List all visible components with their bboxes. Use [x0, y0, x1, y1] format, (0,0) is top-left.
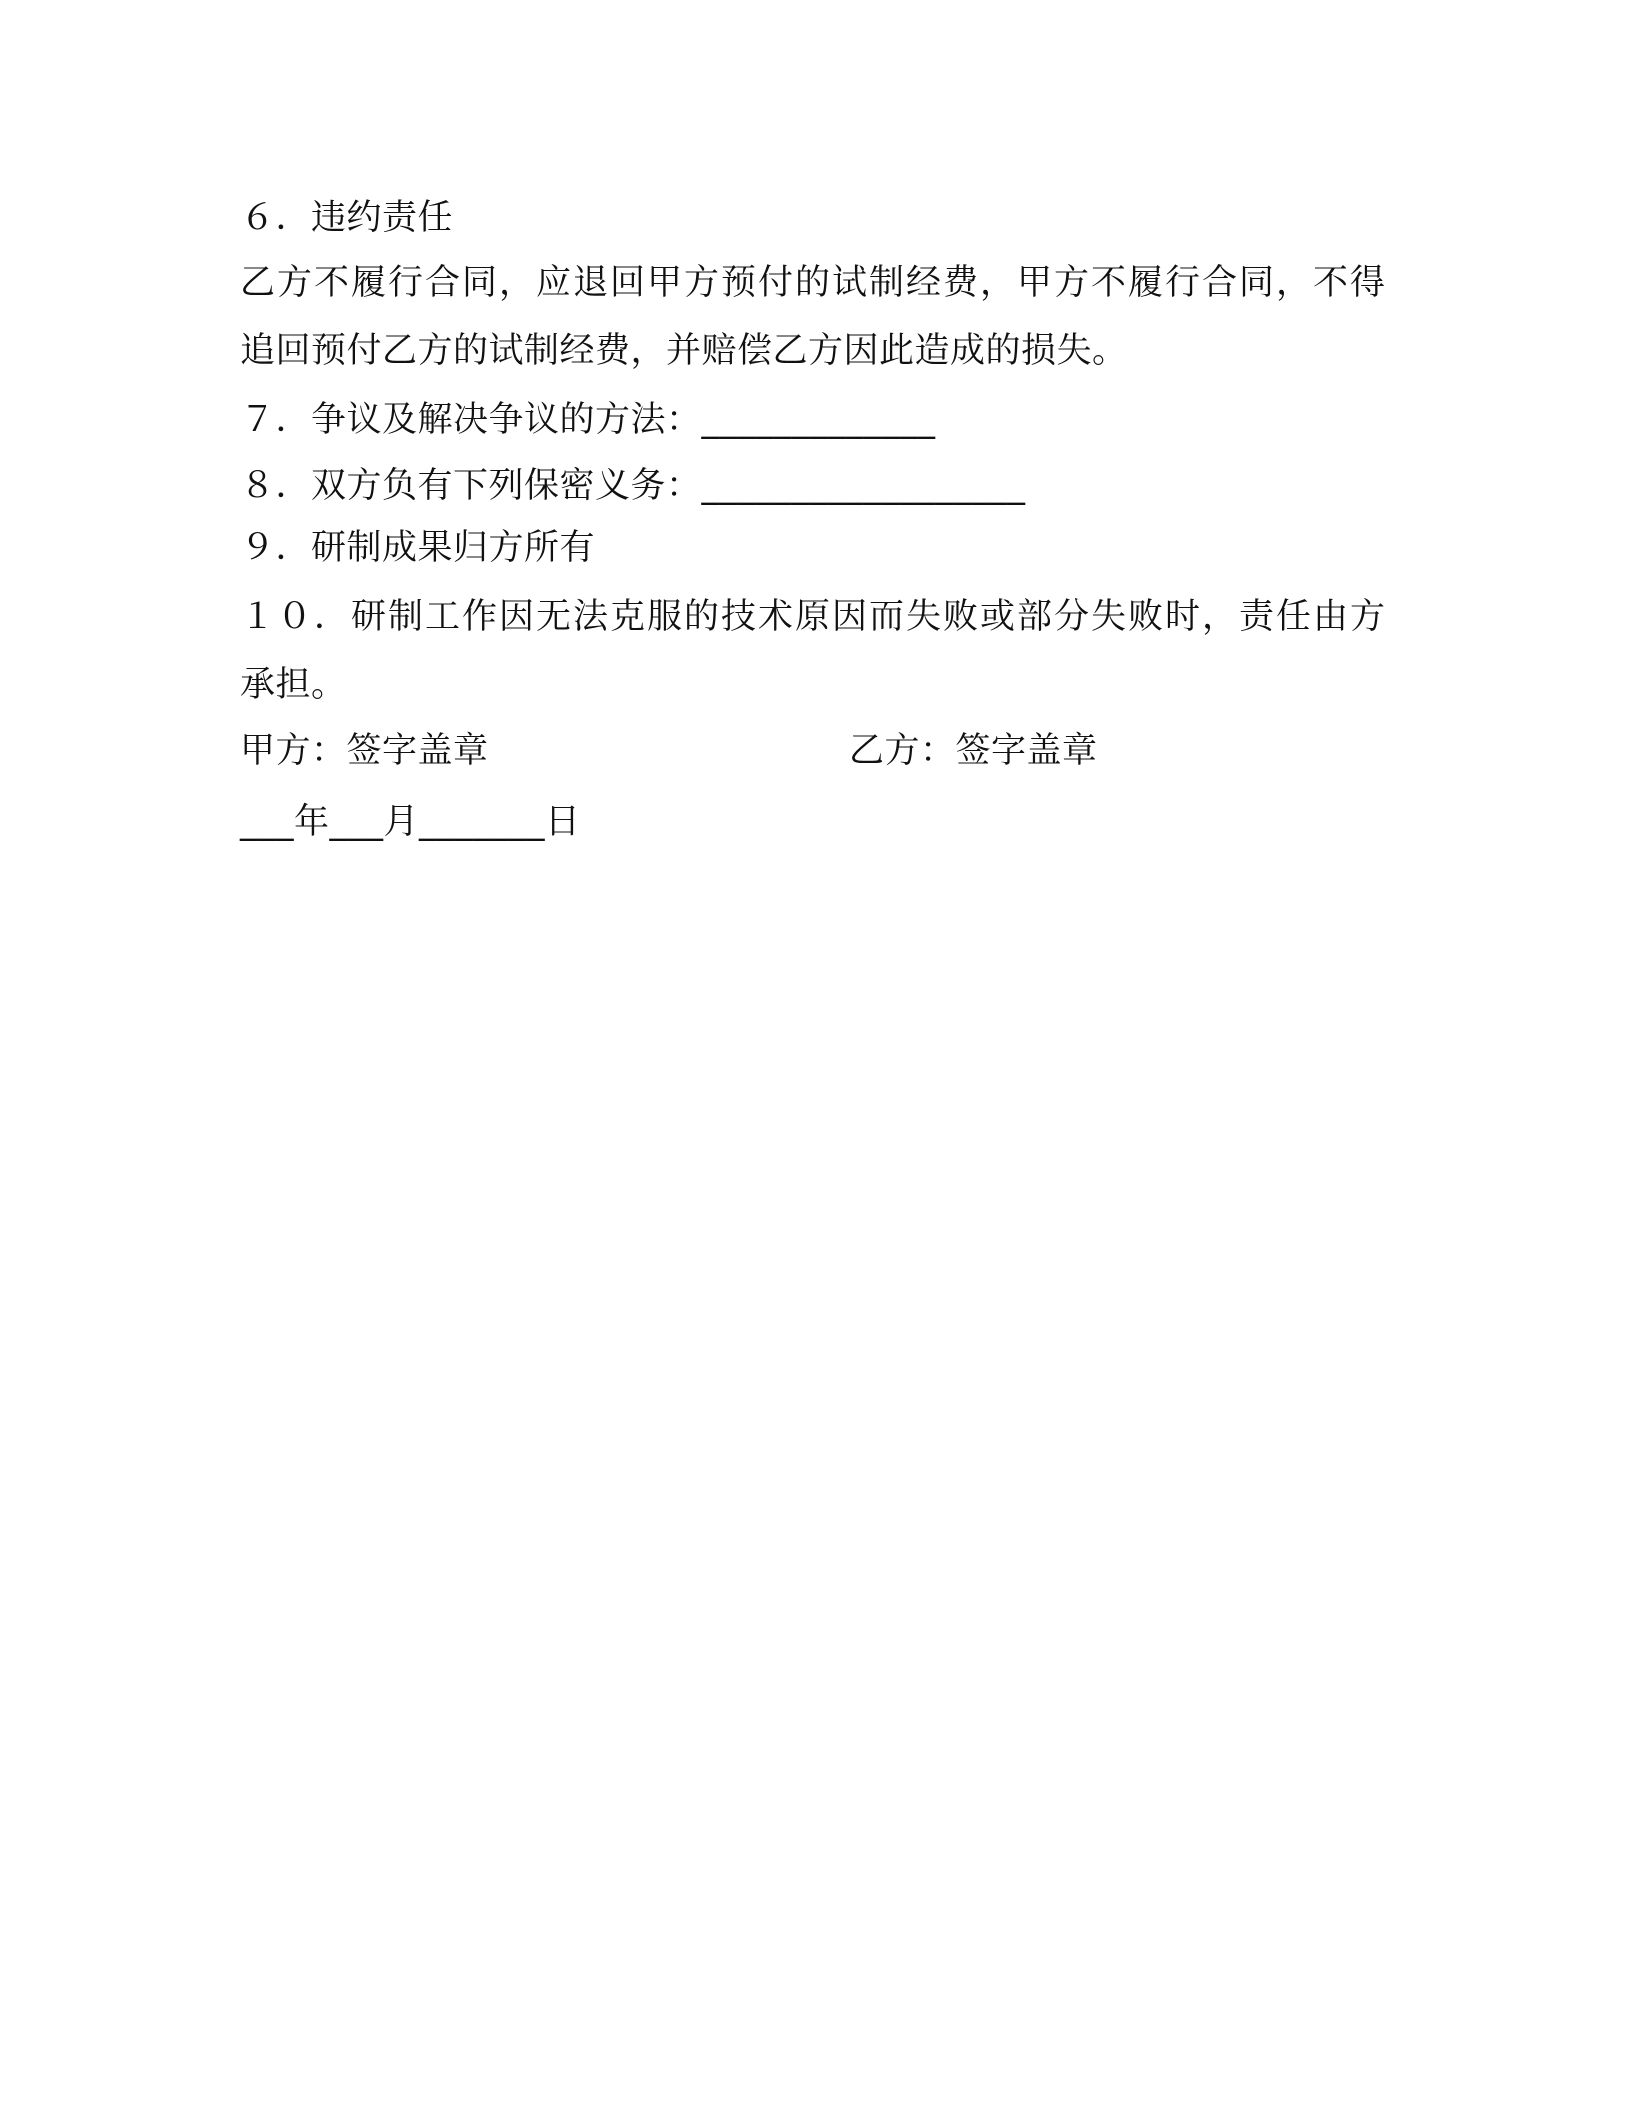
section-6-heading: ６．违约责任 — [240, 198, 454, 238]
section-7-dispute-resolution: ７．争议及解决争议的方法：_____________ — [240, 400, 936, 440]
section-10-line-1: １０．研制工作因无法克服的技术原因而失败或部分失败时，责任由方 — [240, 597, 1388, 637]
date-line: ___年___月_______日 — [240, 802, 581, 842]
party-b-signature: 乙方：签字盖章 — [849, 731, 1098, 771]
party-a-signature: 甲方：签字盖章 — [240, 731, 489, 771]
section-6-body-line-1: 乙方不履行合同，应退回甲方预付的试制经费，甲方不履行合同，不得 — [240, 263, 1388, 303]
section-9-results-ownership: ９．研制成果归方所有 — [240, 528, 596, 568]
section-8-confidentiality: ８．双方负有下列保密义务：__________________ — [240, 466, 1026, 506]
section-6-body-line-2: 追回预付乙方的试制经费，并赔偿乙方因此造成的损失。 — [240, 331, 1128, 371]
section-10-line-2: 承担。 — [240, 665, 347, 705]
